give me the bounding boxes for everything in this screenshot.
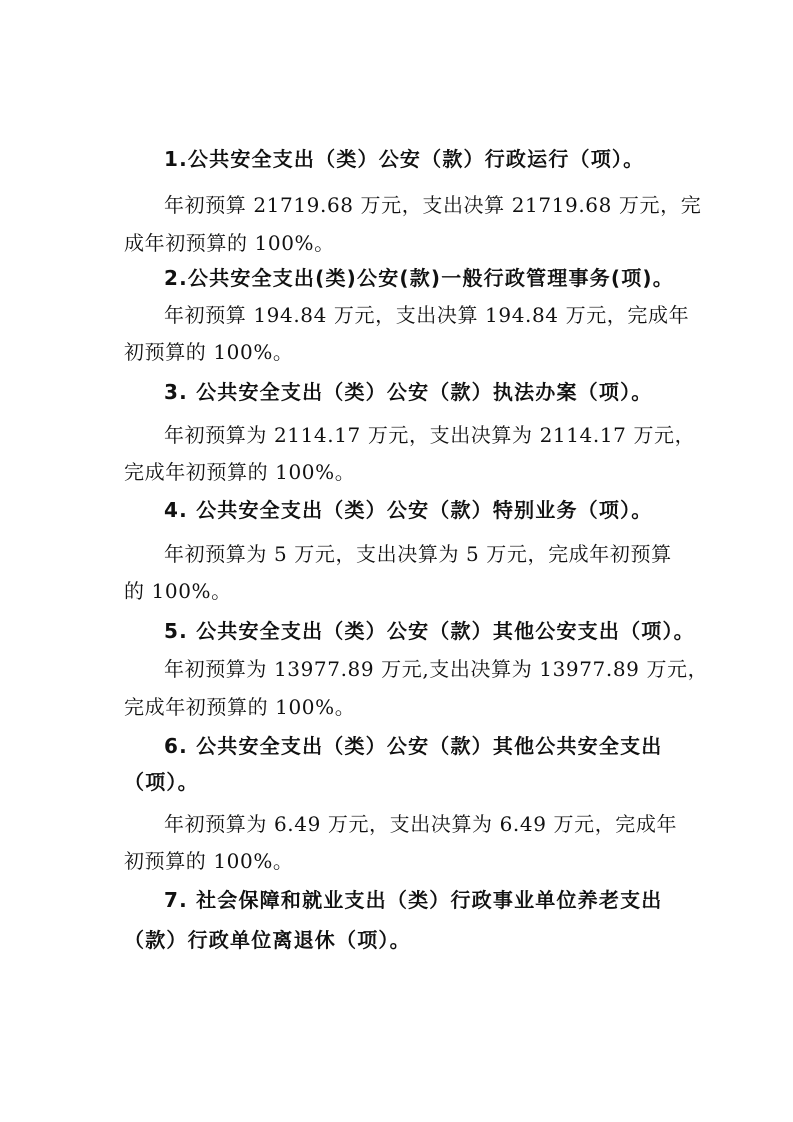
- section-7-heading-line-2: （款）行政单位离退休（项）。: [124, 928, 411, 952]
- section-6-heading-line-1: 6. 公共安全支出（类）公安（款）其他公共安全支出: [164, 734, 663, 758]
- section-6-body-line-2: 初预算的 100%。: [124, 849, 294, 873]
- section-4-body-line-2: 的 100%。: [124, 579, 232, 603]
- section-3-body-line-2: 完成年初预算的 100%。: [124, 460, 356, 484]
- section-5-body-line-2: 完成年初预算的 100%。: [124, 695, 356, 719]
- section-4-body-line-1: 年初预算为 5 万元，支出决算为 5 万元，完成年初预算: [164, 542, 672, 566]
- section-1-heading: 1.公共安全支出（类）公安（款）行政运行（项）。: [164, 147, 645, 171]
- section-3-heading: 3. 公共安全支出（类）公安（款）执法办案（项）。: [164, 380, 653, 404]
- section-6-heading-line-2: （项）。: [124, 770, 199, 794]
- section-1-body-line-2: 成年初预算的 100%。: [124, 231, 335, 255]
- section-4-heading: 4. 公共安全支出（类）公安（款）特别业务（项）。: [164, 498, 653, 522]
- section-1-body-line-1: 年初预算 21719.68 万元，支出决算 21719.68 万元，完: [164, 193, 702, 217]
- section-2-heading: 2.公共安全支出(类)公安(款)一般行政管理事务(项)。: [164, 266, 674, 290]
- section-5-body-line-1: 年初预算为 13977.89 万元,支出决算为 13977.89 万元，: [164, 657, 709, 681]
- section-5-heading: 5. 公共安全支出（类）公安（款）其他公安支出（项）。: [164, 619, 695, 643]
- section-2-body-line-2: 初预算的 100%。: [124, 340, 294, 364]
- section-6-body-line-1: 年初预算为 6.49 万元，支出决算为 6.49 万元，完成年: [164, 812, 678, 836]
- section-2-body-line-1: 年初预算 194.84 万元，支出决算 194.84 万元，完成年: [164, 303, 690, 327]
- section-3-body-line-1: 年初预算为 2114.17 万元，支出决算为 2114.17 万元，: [164, 423, 696, 447]
- section-7-heading-line-1: 7. 社会保障和就业支出（类）行政事业单位养老支出: [164, 888, 663, 912]
